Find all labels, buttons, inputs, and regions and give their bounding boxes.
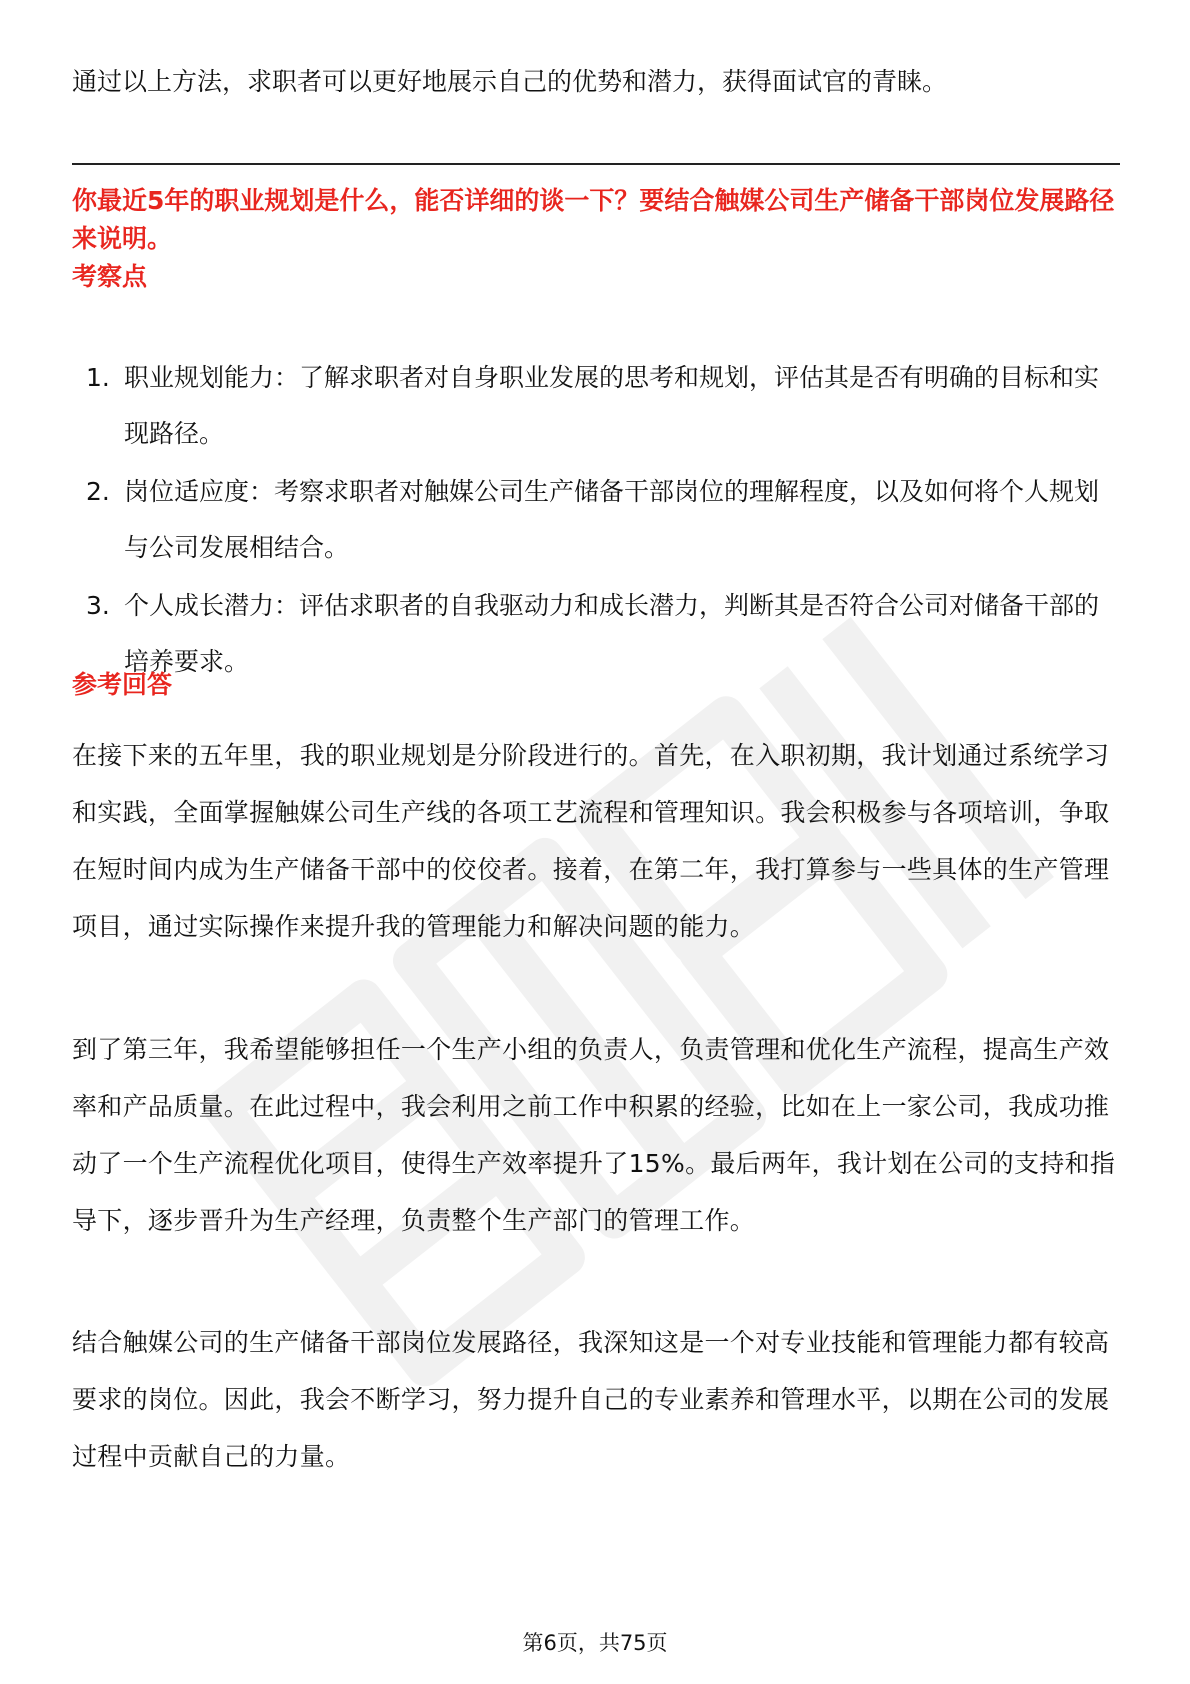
answer-paragraph: 在接下来的五年里，我的职业规划是分阶段进行的。首先，在入职初期，我计划通过系统学习和实践，全面掌握触媒公司生产线的各项工艺流程和管理知识。我会积极参与各项培训，争取在短时间内成为生产储备干部中的佼佼者。接着，在第二年，我打算参与一些具体的生产管理项目，通过实际操作来提升我的管理能力和解决问题的能力。 xyxy=(72,741,1110,941)
assessment-item-text: 岗位适应度：考察求职者对触媒公司生产储备干部岗位的理解程度，以及如何将个人规划与公司发展相结合。 xyxy=(124,477,1100,562)
answer-paragraph: 到了第三年，我希望能够担任一个生产小组的负责人，负责管理和优化生产流程，提高生产效率和产品质量。在此过程中，我会利用之前工作中积累的经验，比如在上一家公司，我成功推动了一个生产流程优化项目，使得生产效率提升了15%。最后两年，我计划在公司的支持和指导下，逐步晋升为生产经理，负责整个生产部门的管理工作。 xyxy=(72,1035,1116,1235)
assessment-item xyxy=(72,578,1120,690)
interview-question: 你最近5年的职业规划是什么，能否详细的谈一下？要结合触媒公司生产储备干部岗位发展路径来说明。 xyxy=(72,186,1115,253)
assessment-item xyxy=(72,350,1120,462)
document-page xyxy=(72,0,1120,1684)
page-number: 第6页，共75页 xyxy=(522,1631,668,1655)
section-divider xyxy=(72,163,1120,165)
assessment-list xyxy=(72,350,1120,692)
intro-sentence: 通过以上方法，求职者可以更好地展示自己的优势和潜力，获得面试官的青睐。 xyxy=(72,67,948,96)
answer-heading: 参考回答 xyxy=(72,670,173,699)
assessment-item-text: 个人成长潜力：评估求职者的自我驱动力和成长潜力，判断其是否符合公司对储备干部的培养要求。 xyxy=(124,591,1100,676)
answer-paragraph: 结合触媒公司的生产储备干部岗位发展路径，我深知这是一个对专业技能和管理能力都有较高要求的岗位。因此，我会不断学习，努力提升自己的专业素养和管理水平，以期在公司的发展过程中贡献自己的力量。 xyxy=(72,1328,1110,1471)
assessment-item-number: 1. xyxy=(86,363,110,392)
assessment-item-number: 3. xyxy=(86,591,110,620)
assessment-item-text: 职业规划能力：了解求职者对自身职业发展的思考和规划，评估其是否有明确的目标和实现路径。 xyxy=(124,363,1100,448)
assessment-item xyxy=(72,464,1120,576)
assessment-heading: 考察点 xyxy=(72,262,148,291)
assessment-item-number: 2. xyxy=(86,477,110,506)
